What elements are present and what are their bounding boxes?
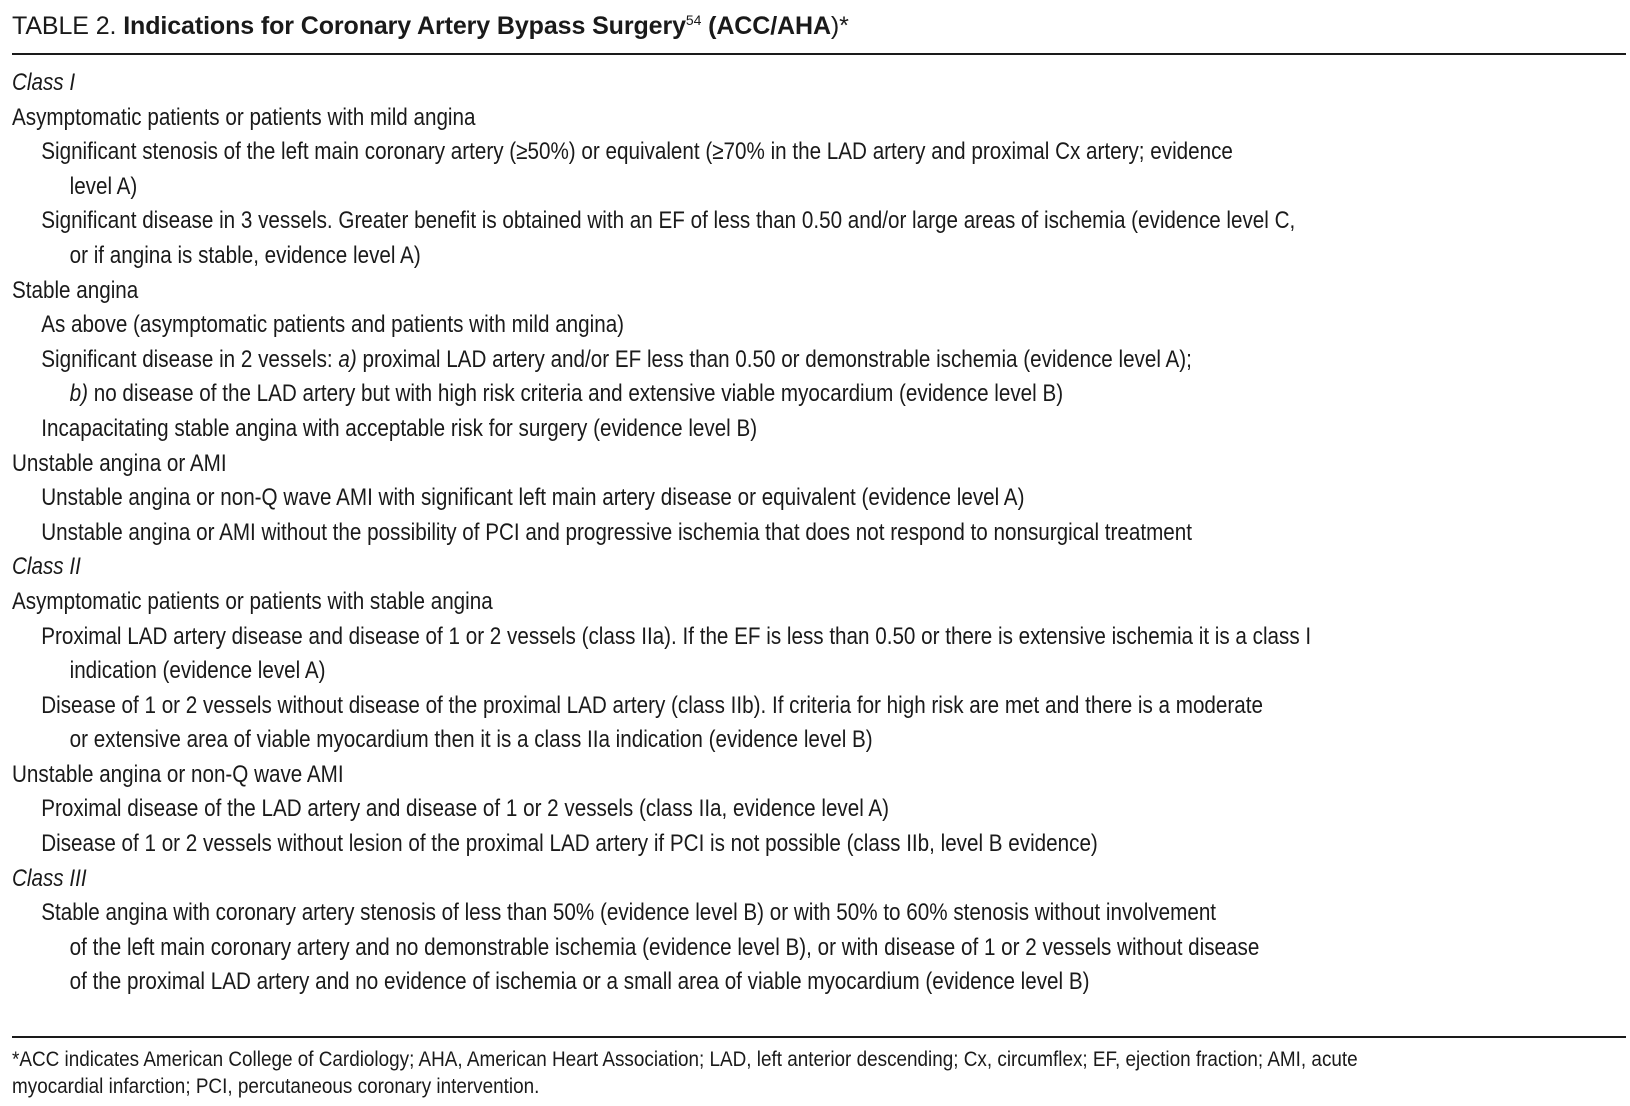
table-number: TABLE 2.: [12, 12, 117, 40]
indication-line: b) no disease of the LAD artery but with high risk criteria and extensive viable myocardium (evidence level B): [69, 380, 1064, 408]
footnote-line: *ACC indicates American College of Cardiology; AHA, American Heart Association; LAD, left anterior descending; Cx, circumflex; EF, ejection fraction; AMI, acute: [12, 1048, 1358, 1071]
table-title: [12, 8, 849, 44]
class-heading: Class III: [12, 864, 87, 892]
table-title-main: Indications for Coronary Artery Bypass Surgery: [123, 12, 686, 40]
indication-line: Significant stenosis of the left main coronary artery (≥50%) or equivalent (≥70% in the LAD artery and proximal Cx artery; evidence: [41, 138, 1233, 166]
indication-line: level A): [69, 172, 138, 200]
category-heading: Unstable angina or non-Q wave AMI: [12, 760, 344, 788]
indication-line: or extensive area of viable myocardium then it is a class IIa indication (evidence level B): [69, 726, 873, 754]
indication-line: Proximal LAD artery disease and disease of 1 or 2 vessels (class IIa). If the EF is less than 0.50 or there is extensive ischemia it is a class I: [41, 622, 1312, 650]
indication-line: Unstable angina or AMI without the possibility of PCI and progressive ischemia that does not respond to nonsurgical treatment: [41, 518, 1192, 546]
category-heading: Unstable angina or AMI: [12, 449, 227, 477]
bottom-rule: [12, 1036, 1626, 1038]
footnote: [12, 1046, 1626, 1100]
indication-line: of the proximal LAD artery and no evidence of ischemia or a small area of viable myocardium (evidence level B): [69, 968, 1090, 996]
category-heading: Asymptomatic patients or patients with stable angina: [12, 587, 493, 615]
indication-line: Unstable angina or non-Q wave AMI with significant left main artery disease or equivalent (evidence level A): [41, 484, 1025, 512]
category-heading: Stable angina: [12, 276, 139, 304]
indication-line: Significant disease in 3 vessels. Greater benefit is obtained with an EF of less than 0.50 and/or large areas of ischemia (evidence level C,: [41, 207, 1296, 235]
table-title-suffix: )*: [830, 12, 849, 40]
indication-line: Incapacitating stable angina with acceptable risk for surgery (evidence level B): [41, 414, 758, 442]
indication-line: Disease of 1 or 2 vessels without lesion of the proximal LAD artery if PCI is not possible (class IIb, level B evidence): [41, 830, 1098, 858]
class-heading: Class I: [12, 69, 76, 96]
top-rule: [12, 53, 1626, 55]
indication-line: indication (evidence level A): [69, 657, 326, 685]
footnote-line: myocardial infarction; PCI, percutaneous coronary intervention.: [12, 1075, 540, 1098]
indication-line: As above (asymptomatic patients and patients with mild angina): [41, 311, 625, 339]
category-heading: Asymptomatic patients or patients with mild angina: [12, 103, 476, 131]
indication-line: Disease of 1 or 2 vessels without disease of the proximal LAD artery (class IIb). If criteria for high risk are met and there is a moderate: [41, 691, 1263, 719]
indication-line: Proximal disease of the LAD artery and disease of 1 or 2 vessels (class IIa, evidence level A): [41, 795, 890, 823]
table-title-abbr: (ACC/AHA: [708, 12, 831, 40]
indication-line: of the left main coronary artery and no demonstrable ischemia (evidence level B), or with disease of 1 or 2 vessels without disease: [69, 933, 1260, 961]
class-heading: Class II: [12, 553, 81, 581]
table-body: [12, 66, 1626, 1000]
reference-number: 54: [685, 12, 702, 28]
indication-line: Stable angina with coronary artery stenosis of less than 50% (evidence level B) or with 50% to 60% stenosis without involvement: [41, 899, 1217, 927]
indication-line: or if angina is stable, evidence level A): [69, 241, 421, 269]
indication-line: Significant disease in 2 vessels: a) proximal LAD artery and/or EF less than 0.50 or demonstrable ischemia (evidence level A);: [41, 345, 1192, 373]
